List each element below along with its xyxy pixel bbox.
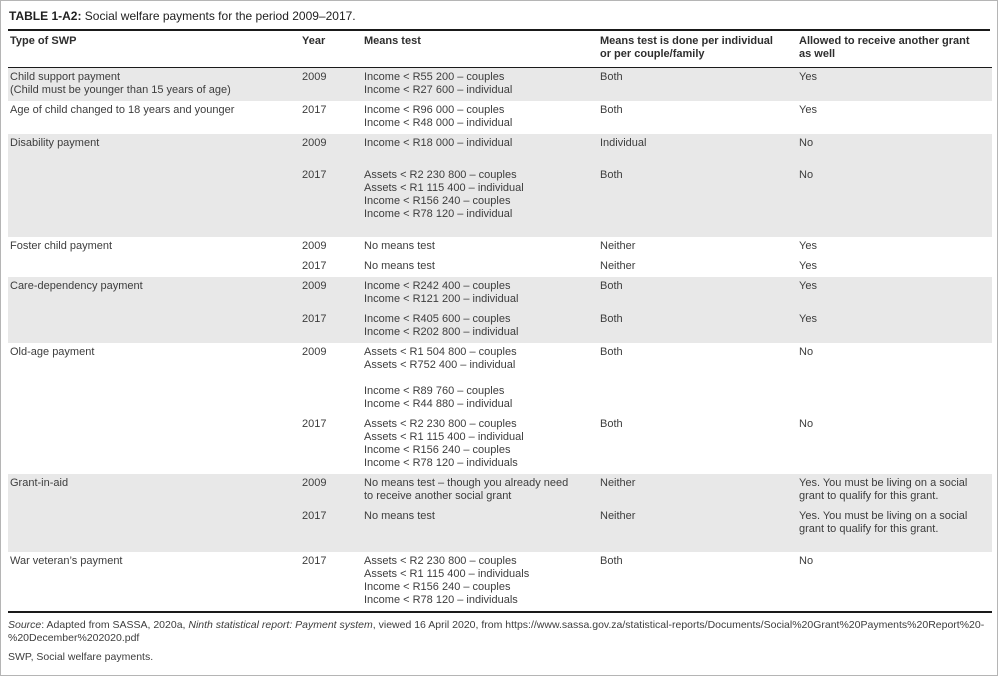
type-cell [8,277,300,343]
another-grant-cell: Yes [799,240,817,252]
means-test-line: Income < R78 120 – individuals [364,457,518,469]
col-header-year: Year [300,31,362,68]
test-per-cell: Both [600,346,623,358]
test-per-cell: Both [600,104,623,116]
year-cell: 2017 [302,169,327,181]
type-line: Child support payment [10,71,121,83]
table-figure [1,1,997,670]
table-group [8,134,992,237]
means-test-line: No means test [364,510,435,522]
means-test-line: Assets < R2 230 800 – couples [364,418,517,430]
means-test-line: Income < R156 240 – couples [364,195,511,207]
means-test-line: Income < R121 200 – individual [364,293,519,305]
year-cell: 2017 [302,510,327,522]
type-line: Disability payment [10,137,100,149]
table-header [8,31,992,68]
type-line: War veteran’s payment [10,555,123,567]
type-line: Foster child payment [10,240,113,252]
table-group [8,237,992,277]
another-grant-cell: No [799,169,814,181]
type-cell [8,68,300,102]
test-per-cell: Both [600,313,623,325]
another-grant-cell: Yes [799,313,817,325]
means-test-cell [362,343,598,415]
means-test-line: Income < R202 800 – individual [364,326,519,338]
test-per-cell: Both [600,71,623,83]
year-cell: 2009 [302,346,327,358]
means-test-line: Income < R78 120 – individuals [364,594,518,606]
means-test-cell [362,68,598,102]
col-header-test-per: Means test is done per individual or per couple/family [598,31,797,68]
table-row [8,101,992,134]
another-grant-cell: No [799,346,814,358]
means-test-line: Income < R89 760 – couples [364,385,505,397]
year-cell: 2017 [302,418,327,430]
means-test-line: Assets < R1 115 400 – individuals [364,568,530,580]
table-caption: Social welfare payments for the period 2009–2017. [81,9,356,23]
table-row [8,134,992,166]
means-test-line: Assets < R1 115 400 – individual [364,431,524,443]
means-test-line: Income < R55 200 – couples [364,71,505,83]
another-grant-cell: No [799,555,814,567]
table-group [8,68,992,102]
means-test-line: Income < R405 600 – couples [364,313,511,325]
header-row [8,31,992,68]
test-per-cell: Both [600,280,623,292]
table-number: TABLE 1-A2: [9,9,82,23]
means-test-line: Income < R44 880 – individual [364,398,513,410]
test-per-cell: Neither [600,477,636,489]
means-test-line: No means test [364,240,435,252]
source-segment: Ninth statistical report: Payment system [188,619,373,631]
means-test-cell [362,474,598,507]
means-test-cell [362,507,598,552]
type-line: Grant-in-aid [10,477,69,489]
swp-table [8,31,992,613]
year-cell: 2009 [302,280,327,292]
table-group [8,277,992,343]
another-grant-cell: No [799,418,814,430]
type-cell [8,552,300,612]
means-test-line: Income < R156 240 – couples [364,581,511,593]
year-cell: 2009 [302,71,327,83]
col-header-another-grant: Allowed to receive another grant as well [797,31,992,68]
another-grant-cell: Yes [799,280,817,292]
table-row [8,68,992,102]
means-test-line: Income < R96 000 – couples [364,104,505,116]
means-test-line: Assets < R752 400 – individual [364,359,516,371]
table-row [8,474,992,507]
table-group [8,343,992,474]
test-per-cell: Neither [600,240,636,252]
means-test-cell [362,552,598,612]
abbreviation-note: SWP, Social welfare payments. [8,651,154,663]
type-cell [8,474,300,552]
year-cell: 2009 [302,240,327,252]
means-test-line: Assets < R1 115 400 – individual [364,182,524,194]
another-grant-cell: Yes [799,260,817,272]
test-per-cell: Individual [600,137,647,149]
table-footnote [8,613,992,664]
type-cell [8,343,300,474]
type-line: Care-dependency payment [10,280,143,292]
means-test-line: Income < R48 000 – individual [364,117,513,129]
means-test-line: Income < R18 000 – individual [364,137,513,149]
means-test-cell [362,257,598,277]
means-test-line: Income < R242 400 – couples [364,280,511,292]
means-test-line [364,372,588,385]
source-note [8,619,992,645]
test-per-cell: Both [600,169,623,181]
another-grant-cell: No [799,137,814,149]
col-header-type-of-swp: Type of SWP [8,31,300,68]
type-cell [8,237,300,277]
means-test-line: No means test [364,260,435,272]
another-grant-cell: Yes. You must be living on a social grant to qualify for this grant. [799,510,968,535]
means-test-line: No means test – though you already need [364,477,569,489]
means-test-line: Assets < R2 230 800 – couples [364,555,517,567]
means-test-line: Income < R156 240 – couples [364,444,511,456]
year-cell: 2017 [302,260,327,272]
source-segment: : Adapted from SASSA, 2020a, [41,619,189,631]
means-test-line: Income < R78 120 – individual [364,208,513,220]
year-cell: 2009 [302,477,327,489]
source-segment: , viewed 16 April 2020, from [372,619,506,631]
means-test-line: Income < R27 600 – individual [364,84,513,96]
means-test-cell [362,101,598,134]
means-test-cell [362,277,598,310]
test-per-cell: Neither [600,260,636,272]
type-cell [8,101,300,134]
table-row [8,552,992,612]
year-cell: 2017 [302,313,327,325]
another-grant-cell: Yes [799,71,817,83]
means-test-cell [362,166,598,237]
means-test-cell [362,310,598,343]
means-test-cell [362,134,598,166]
type-line: Age of child changed to 18 years and younger [10,104,235,116]
table-group [8,552,992,612]
table-row [8,277,992,310]
source-segment: https://www.sassa.gov.za/statistical-reports/Documents/Social%20Grant%20Payments%20Report%20-%20December%202020.pdf [8,619,985,644]
means-test-cell [362,415,598,474]
test-per-cell: Both [600,555,623,567]
another-grant-cell: Yes [799,104,817,116]
means-test-line: Assets < R1 504 800 – couples [364,346,517,358]
table-title [8,7,990,31]
test-per-cell: Neither [600,510,636,522]
source-segment: Source [8,619,42,631]
means-test-line: to receive another social grant [364,490,512,502]
year-cell: 2017 [302,104,327,116]
means-test-cell [362,237,598,257]
another-grant-cell: Yes. You must be living on a social grant to qualify for this grant. [799,477,968,502]
table-group [8,101,992,134]
table-group [8,474,992,552]
type-line: Old-age payment [10,346,95,358]
year-cell: 2009 [302,137,327,149]
test-per-cell: Both [600,418,623,430]
col-header-means-test: Means test [362,31,598,68]
table-row [8,343,992,415]
table-row [8,237,992,257]
year-cell: 2017 [302,555,327,567]
type-line: (Child must be younger than 15 years of age) [10,84,231,96]
type-cell [8,134,300,237]
means-test-line: Assets < R2 230 800 – couples [364,169,517,181]
